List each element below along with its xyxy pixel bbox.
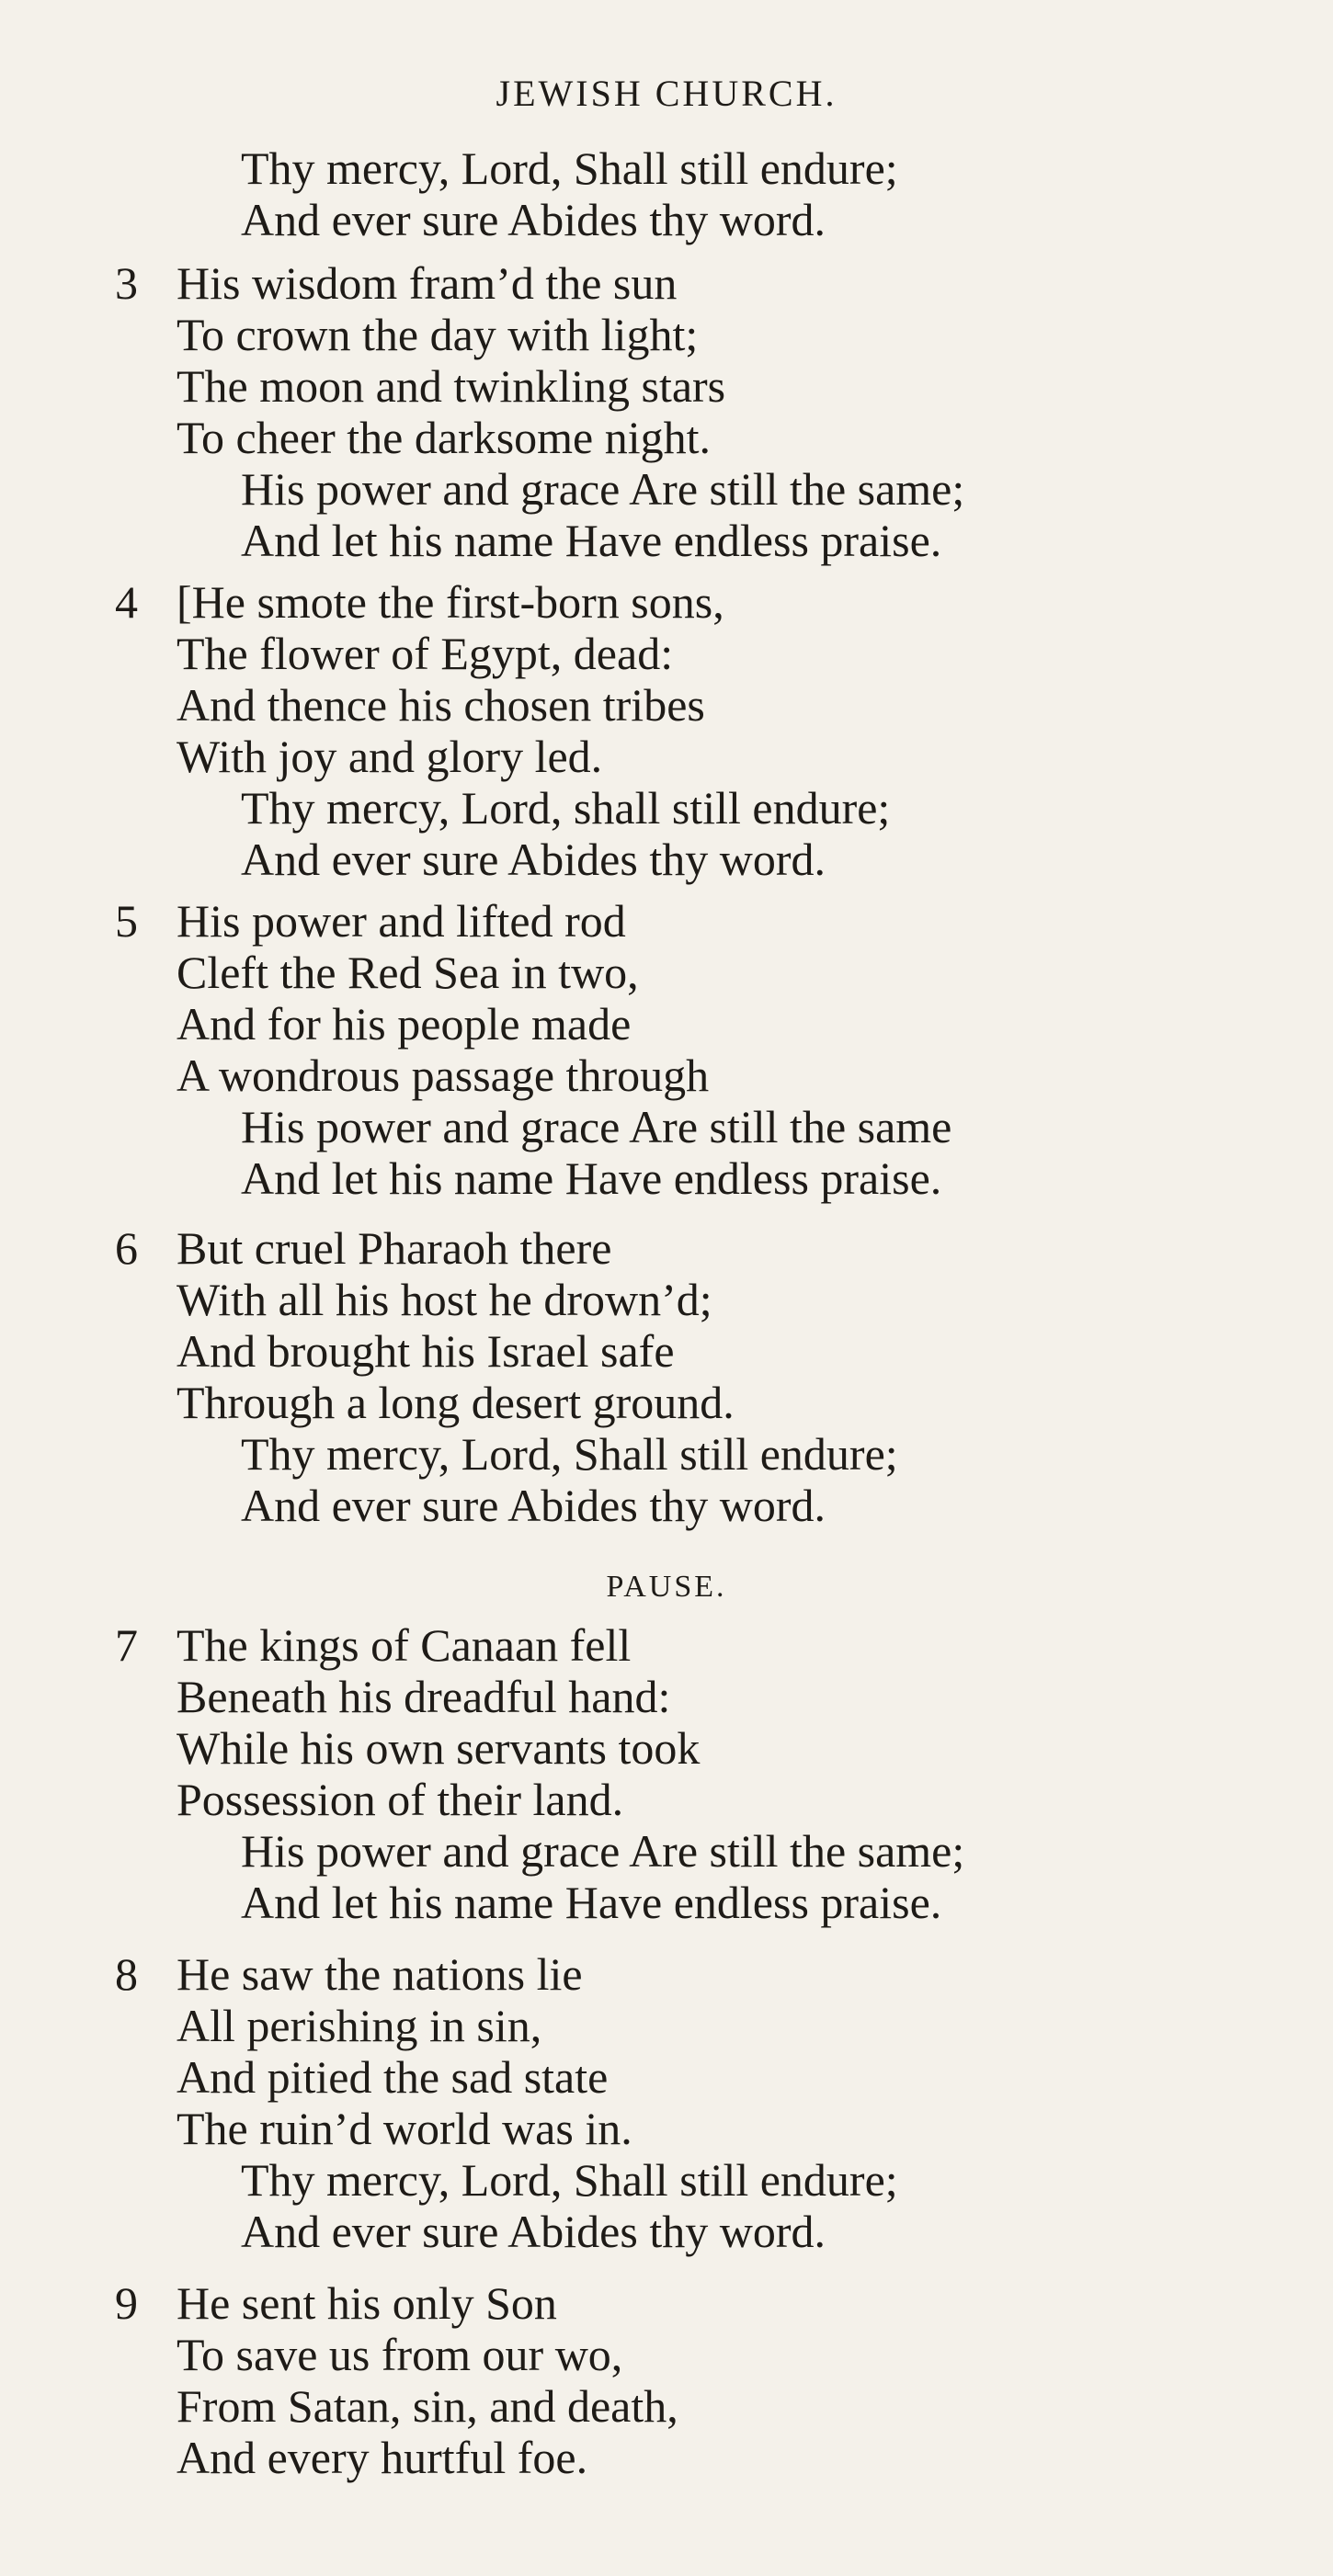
- refrain-line: Thy mercy, Lord, shall still endure;: [241, 782, 891, 834]
- refrain-line: And let his name Have endless praise.: [241, 1152, 942, 1204]
- stanza-line: And brought his Israel safe: [177, 1325, 675, 1377]
- stanza-line: The flower of Egypt, dead:: [177, 628, 674, 679]
- stanza-line: And thence his chosen tribes: [177, 679, 705, 731]
- stanza-line: Possession of their land.: [177, 1774, 624, 1825]
- intro-line: Thy mercy, Lord, Shall still endure;: [241, 142, 898, 194]
- stanza-line: While his own servants took: [177, 1722, 701, 1774]
- stanza-line: The kings of Canaan fell: [177, 1619, 632, 1671]
- stanza-number: 3: [115, 257, 138, 309]
- stanza-line: His power and lifted rod: [177, 895, 626, 947]
- refrain-line: His power and grace Are still the same;: [241, 463, 965, 515]
- stanza-line: He saw the nations lie: [177, 1948, 583, 2000]
- refrain-line: His power and grace Are still the same;: [241, 1825, 965, 1877]
- intro-line: And ever sure Abides thy word.: [241, 194, 826, 245]
- pause-label: PAUSE.: [606, 1570, 727, 1604]
- stanza-line: But cruel Pharaoh there: [177, 1222, 612, 1274]
- stanza-line: And pitied the sad state: [177, 2051, 609, 2103]
- stanza-number: 9: [115, 2277, 138, 2329]
- stanza-number: 4: [115, 576, 138, 628]
- stanza-line: Cleft the Red Sea in two,: [177, 947, 639, 998]
- stanza-line: The moon and twinkling stars: [177, 360, 726, 412]
- stanza-line: And for his people made: [177, 998, 632, 1050]
- stanza-number: 8: [115, 1948, 138, 2000]
- refrain-line: And let his name Have endless praise.: [241, 1877, 942, 1928]
- stanza-line: The ruin’d world was in.: [177, 2103, 632, 2154]
- stanza-number: 7: [115, 1619, 138, 1671]
- stanza-line: He sent his only Son: [177, 2277, 557, 2329]
- refrain-line: His power and grace Are still the same: [241, 1101, 952, 1152]
- stanza-line: With all his host he drown’d;: [177, 1274, 712, 1325]
- stanza-number: 5: [115, 895, 138, 947]
- running-header: JEWISH CHURCH.: [496, 73, 837, 114]
- stanza-line: A wondrous passage through: [177, 1050, 710, 1101]
- refrain-line: And ever sure Abides thy word.: [241, 2206, 826, 2257]
- stanza-line: [He smote the first-born sons,: [177, 576, 724, 628]
- refrain-line: And ever sure Abides thy word.: [241, 834, 826, 885]
- stanza-line: With joy and glory led.: [177, 731, 603, 782]
- stanza-line: All perishing in sin,: [177, 2000, 542, 2051]
- stanza-line: Beneath his dreadful hand:: [177, 1671, 671, 1722]
- stanza-line: Through a long desert ground.: [177, 1377, 735, 1428]
- stanza-number: 6: [115, 1222, 138, 1274]
- refrain-line: And ever sure Abides thy word.: [241, 1480, 826, 1531]
- refrain-line: Thy mercy, Lord, Shall still endure;: [241, 1428, 898, 1480]
- stanza-line: And every hurtful foe.: [177, 2432, 588, 2483]
- refrain-line: Thy mercy, Lord, Shall still endure;: [241, 2154, 898, 2206]
- stanza-line: His wisdom fram’d the sun: [177, 257, 678, 309]
- stanza-line: To cheer the darksome night.: [177, 412, 712, 463]
- refrain-line: And let his name Have endless praise.: [241, 515, 942, 566]
- stanza-line: To save us from our wo,: [177, 2329, 623, 2380]
- stanza-line: From Satan, sin, and death,: [177, 2380, 678, 2432]
- stanza-line: To crown the day with light;: [177, 309, 699, 360]
